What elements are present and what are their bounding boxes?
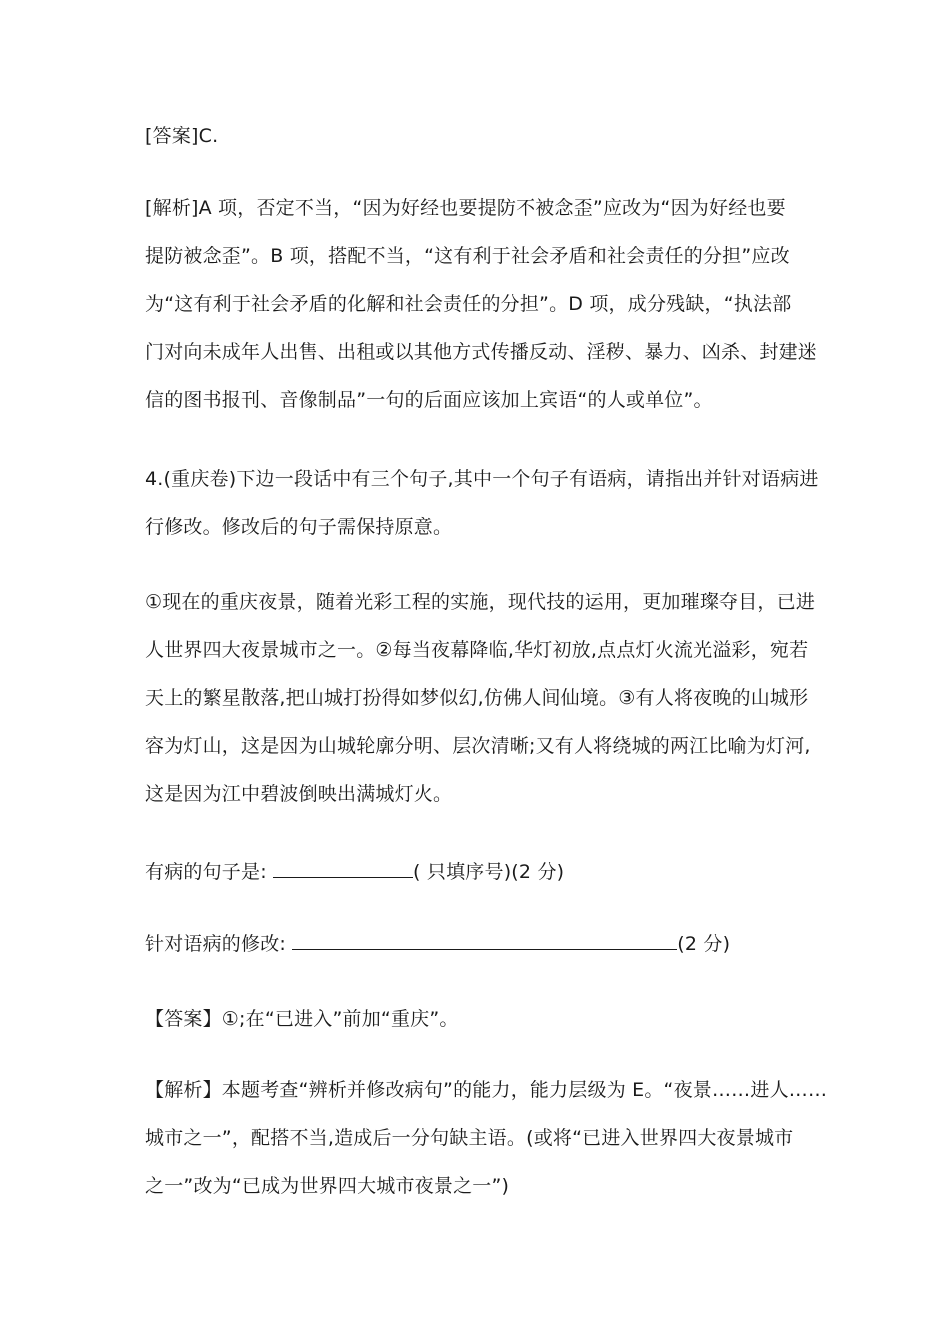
sentence-number-blank[interactable] bbox=[273, 857, 413, 878]
fill-in-correction-note: (2 分) bbox=[677, 933, 731, 955]
answer-2-text: 【答案】①;在“已进入”前加“重庆”。 bbox=[145, 1008, 459, 1030]
fill-in-sentence-line bbox=[145, 848, 810, 896]
analysis-1-line: 信的图书报刊、音像制品”一句的后面应该加上宾语“的人或单位”。 bbox=[145, 389, 713, 411]
fill-in-correction-line bbox=[145, 920, 810, 968]
passage-line: 人世界四大夜景城市之一。②每当夜幕降临,华灯初放,点点灯火流光溢彩，宛若 bbox=[145, 639, 809, 661]
correction-blank[interactable] bbox=[292, 929, 677, 950]
analysis-1 bbox=[145, 184, 818, 424]
passage-line: 天上的繁星散落,把山城打扮得如梦似幻,仿佛人间仙境。③有人将夜晚的山城形 bbox=[145, 687, 809, 709]
analysis-2-line: 城市之一”，配搭不当,造成后一分句缺主语。(或将“已进入世界四大夜景城市 bbox=[145, 1127, 794, 1149]
passage-line: ①现在的重庆夜景，随着光彩工程的实施，现代技的运用，更加璀璨夺目，已进 bbox=[145, 591, 816, 613]
analysis-2-line: 【解析】本题考查“辨析并修改病句”的能力，能力层级为 E。“夜景……进人…… bbox=[145, 1079, 828, 1101]
analysis-1-line: [解析]A 项，否定不当，“因为好经也要提防不被念歪”应改为“因为好经也要 bbox=[145, 197, 786, 219]
passage bbox=[145, 578, 816, 818]
answer-2 bbox=[145, 995, 810, 1043]
analysis-1-line: 门对向未成年人出售、出租或以其他方式传播反动、淫秽、暴力、凶杀、封建迷 bbox=[145, 341, 818, 363]
answer-1-text: [答案]C. bbox=[145, 125, 219, 147]
fill-in-correction-label: 针对语病的修改: bbox=[145, 933, 293, 955]
fill-in-correction bbox=[145, 920, 810, 968]
analysis-1-line: 为“这有利于社会矛盾的化解和社会责任的分担”。D 项，成分残缺，“执法部 bbox=[145, 293, 792, 315]
fill-in-sentence-label: 有病的句子是: bbox=[145, 861, 274, 883]
analysis-2-line: 之一”改为“已成为世界四大城市夜景之一”) bbox=[145, 1175, 510, 1197]
fill-in-sentence-note: ( 只填序号)(2 分) bbox=[413, 861, 565, 883]
analysis-1-line: 提防被念歪”。B 项，搭配不当，“这有利于社会矛盾和社会责任的分担”应改 bbox=[145, 245, 790, 267]
question-4 bbox=[145, 455, 819, 551]
question-line: 4.(重庆卷)下边一段话中有三个句子,其中一个句子有语病，请指出并针对语病进 bbox=[145, 468, 819, 490]
passage-line: 这是因为江中碧波倒映出满城灯火。 bbox=[145, 783, 453, 805]
passage-line: 容为灯山，这是因为山城轮廓分明、层次清晰;又有人将绕城的两江比喻为灯河, bbox=[145, 735, 811, 757]
fill-in-sentence bbox=[145, 848, 810, 896]
answer-1 bbox=[145, 112, 810, 160]
question-line: 行修改。修改后的句子需保持原意。 bbox=[145, 516, 453, 538]
analysis-2 bbox=[145, 1066, 828, 1210]
